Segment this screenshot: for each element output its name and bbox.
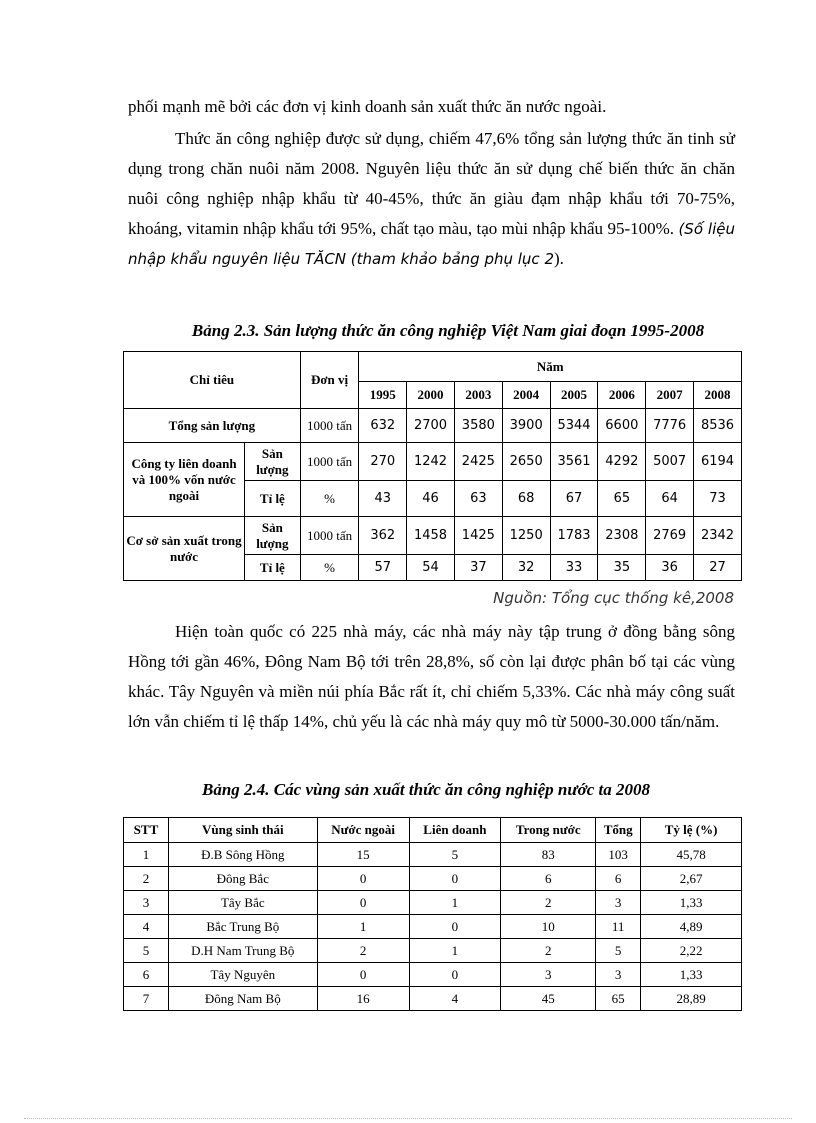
- value-cell: 28,89: [641, 987, 742, 1011]
- table-row: [124, 939, 742, 963]
- value-cell: 45: [501, 987, 596, 1011]
- region-cell: Đông Nam Bộ: [168, 987, 317, 1011]
- region-cell: Bắc Trung Bộ: [168, 915, 317, 939]
- value-cell: 1: [409, 891, 501, 915]
- value-cell: 1,33: [641, 891, 742, 915]
- value-cell: 6: [596, 867, 641, 891]
- value-cell: 11: [596, 915, 641, 939]
- year-header: 2004: [502, 382, 550, 409]
- paragraph-2-note: (Số liệu nhập khẩu nguyên liệu TĂCN (tham khảo bảng phụ lục 2: [128, 220, 736, 268]
- value-cell: 5007: [646, 443, 694, 481]
- value-cell: 73: [694, 481, 742, 517]
- unit-cell: 1000 tấn: [300, 409, 359, 443]
- value-cell: 33: [550, 555, 598, 581]
- value-cell: 5: [409, 843, 501, 867]
- value-cell: 65: [598, 481, 646, 517]
- value-cell: 2425: [454, 443, 502, 481]
- value-cell: 5344: [550, 409, 598, 443]
- value-cell: 1250: [502, 517, 550, 555]
- value-cell: 4,89: [641, 915, 742, 939]
- value-cell: 4: [124, 915, 169, 939]
- total-label: Tổng sản lượng: [124, 409, 301, 443]
- value-cell: 3: [124, 891, 169, 915]
- region-cell: Đ.B Sông Hồng: [168, 843, 317, 867]
- value-cell: 2: [501, 939, 596, 963]
- unit-cell: %: [300, 481, 359, 517]
- table-2-caption: Bảng 2.4. Các vùng sản xuất thức ăn công nghiệp nước ta 2008: [202, 780, 650, 799]
- value-cell: 32: [502, 555, 550, 581]
- output-label: Sản lượng: [245, 517, 301, 555]
- foreign-label: Công ty liên doanh và 100% vốn nước ngoài: [124, 443, 245, 517]
- column-header: Vùng sinh thái: [168, 818, 317, 843]
- value-cell: 1: [409, 939, 501, 963]
- region-cell: D.H Nam Trung Bộ: [168, 939, 317, 963]
- value-cell: 1: [317, 915, 409, 939]
- table-row: [124, 987, 742, 1011]
- value-cell: 1,33: [641, 963, 742, 987]
- value-cell: 2: [124, 867, 169, 891]
- paragraph-2: [128, 124, 735, 274]
- value-cell: 2: [317, 939, 409, 963]
- value-cell: 6194: [694, 443, 742, 481]
- value-cell: 0: [317, 891, 409, 915]
- table-row: [124, 409, 742, 443]
- page-bottom-divider: [24, 1118, 792, 1119]
- value-cell: 3561: [550, 443, 598, 481]
- unit-cell: 1000 tấn: [300, 517, 359, 555]
- regions-table: [123, 817, 742, 1011]
- column-header: STT: [124, 818, 169, 843]
- year-header: 2005: [550, 382, 598, 409]
- value-cell: 16: [317, 987, 409, 1011]
- value-cell: 45,78: [641, 843, 742, 867]
- value-cell: 5: [124, 939, 169, 963]
- value-cell: 2700: [407, 409, 455, 443]
- value-cell: 10: [501, 915, 596, 939]
- header-unit: Đơn vị: [300, 352, 359, 409]
- value-cell: 63: [454, 481, 502, 517]
- value-cell: 270: [359, 443, 407, 481]
- year-header: 2008: [694, 382, 742, 409]
- column-header: Liên doanh: [409, 818, 501, 843]
- region-cell: Tây Nguyên: [168, 963, 317, 987]
- value-cell: 35: [598, 555, 646, 581]
- year-header: 2000: [407, 382, 455, 409]
- value-cell: 4: [409, 987, 501, 1011]
- value-cell: 43: [359, 481, 407, 517]
- value-cell: 6: [501, 867, 596, 891]
- value-cell: 1458: [407, 517, 455, 555]
- value-cell: 1783: [550, 517, 598, 555]
- value-cell: 36: [646, 555, 694, 581]
- value-cell: 65: [596, 987, 641, 1011]
- value-cell: 3: [596, 963, 641, 987]
- value-cell: 5: [596, 939, 641, 963]
- table-1-caption: Bảng 2.3. Sản lượng thức ăn công nghiệp Việt Nam giai đoạn 1995-2008: [191, 321, 705, 340]
- value-cell: 54: [407, 555, 455, 581]
- unit-cell: %: [300, 555, 359, 581]
- year-header: 2007: [646, 382, 694, 409]
- value-cell: 1425: [454, 517, 502, 555]
- ratio-label: Tỉ lệ: [245, 481, 301, 517]
- value-cell: 1: [124, 843, 169, 867]
- year-header: 2003: [454, 382, 502, 409]
- year-header: 1995: [359, 382, 407, 409]
- value-cell: 46: [407, 481, 455, 517]
- table-row: [124, 891, 742, 915]
- table-row: [124, 915, 742, 939]
- table-row: [124, 517, 742, 555]
- value-cell: 83: [501, 843, 596, 867]
- header-year: Năm: [359, 352, 742, 382]
- value-cell: 8536: [694, 409, 742, 443]
- value-cell: 0: [409, 867, 501, 891]
- table-row: [124, 963, 742, 987]
- value-cell: 3: [501, 963, 596, 987]
- column-header: Tỷ lệ (%): [641, 818, 742, 843]
- table-row: [124, 867, 742, 891]
- value-cell: 1242: [407, 443, 455, 481]
- value-cell: 2,22: [641, 939, 742, 963]
- column-header: Nước ngoài: [317, 818, 409, 843]
- value-cell: 15: [317, 843, 409, 867]
- table-row: [124, 843, 742, 867]
- value-cell: 68: [502, 481, 550, 517]
- value-cell: 2342: [694, 517, 742, 555]
- header-indicator: Chỉ tiêu: [124, 352, 301, 409]
- value-cell: 0: [317, 867, 409, 891]
- value-cell: 362: [359, 517, 407, 555]
- value-cell: 57: [359, 555, 407, 581]
- value-cell: 2: [501, 891, 596, 915]
- value-cell: 7776: [646, 409, 694, 443]
- paragraph-1: phối mạnh mẽ bởi các đơn vị kinh doanh sản xuất thức ăn nước ngoài.: [128, 97, 607, 116]
- value-cell: 103: [596, 843, 641, 867]
- value-cell: 4292: [598, 443, 646, 481]
- table-row: [124, 443, 742, 481]
- unit-cell: 1000 tấn: [300, 443, 359, 481]
- paragraph-3: Hiện toàn quốc có 225 nhà máy, các nhà máy này tập trung ở đồng bằng sông Hồng tới gần 46%, Đông Nam Bộ tới trên 28,8%, số còn lại được phân bố tại các vùng khác. Tây Nguyên và miền núi phía Bắc rất ít, chỉ chiếm 5,33%. Các nhà máy công suất lớn vẫn chiếm tỉ lệ thấp 14%, chủ yếu là các nhà máy quy mô từ 5000-30.000 tấn/năm.: [128, 622, 735, 731]
- value-cell: 0: [317, 963, 409, 987]
- year-header: 2006: [598, 382, 646, 409]
- ratio-label: Tỉ lệ: [245, 555, 301, 581]
- value-cell: 64: [646, 481, 694, 517]
- column-header: Tổng: [596, 818, 641, 843]
- column-header: Trong nước: [501, 818, 596, 843]
- value-cell: 6600: [598, 409, 646, 443]
- value-cell: 2769: [646, 517, 694, 555]
- table-header-row: [124, 818, 742, 843]
- value-cell: 0: [409, 963, 501, 987]
- region-cell: Tây Bắc: [168, 891, 317, 915]
- domestic-label: Cơ sở sản xuất trong nước: [124, 517, 245, 581]
- value-cell: 632: [359, 409, 407, 443]
- paragraph-2-end: ).: [553, 249, 564, 268]
- value-cell: 2308: [598, 517, 646, 555]
- value-cell: 7: [124, 987, 169, 1011]
- region-cell: Đông Bắc: [168, 867, 317, 891]
- value-cell: 37: [454, 555, 502, 581]
- value-cell: 3: [596, 891, 641, 915]
- value-cell: 67: [550, 481, 598, 517]
- value-cell: 2650: [502, 443, 550, 481]
- value-cell: 2,67: [641, 867, 742, 891]
- production-table: [123, 351, 742, 581]
- value-cell: 6: [124, 963, 169, 987]
- paragraph-2-text: Thức ăn công nghiệp được sử dụng, chiếm 47,6% tổng sản lượng thức ăn tinh sử dụng trong chăn nuôi năm 2008. Nguyên liệu thức ăn sử dụng chế biến thức ăn chăn nuôi công nghiệp nhập khẩu từ 40-45%, thức ăn giàu đạm nhập khẩu tới 70-75%, khoáng, vitamin nhập khẩu tới 95%, chất tạo màu, tạo mùi nhập khẩu 95-100%.: [128, 129, 735, 238]
- value-cell: 0: [409, 915, 501, 939]
- value-cell: 27: [694, 555, 742, 581]
- source-note: Nguồn: Tổng cục thống kê,2008: [493, 589, 734, 607]
- output-label: Sản lượng: [245, 443, 301, 481]
- value-cell: 3900: [502, 409, 550, 443]
- value-cell: 3580: [454, 409, 502, 443]
